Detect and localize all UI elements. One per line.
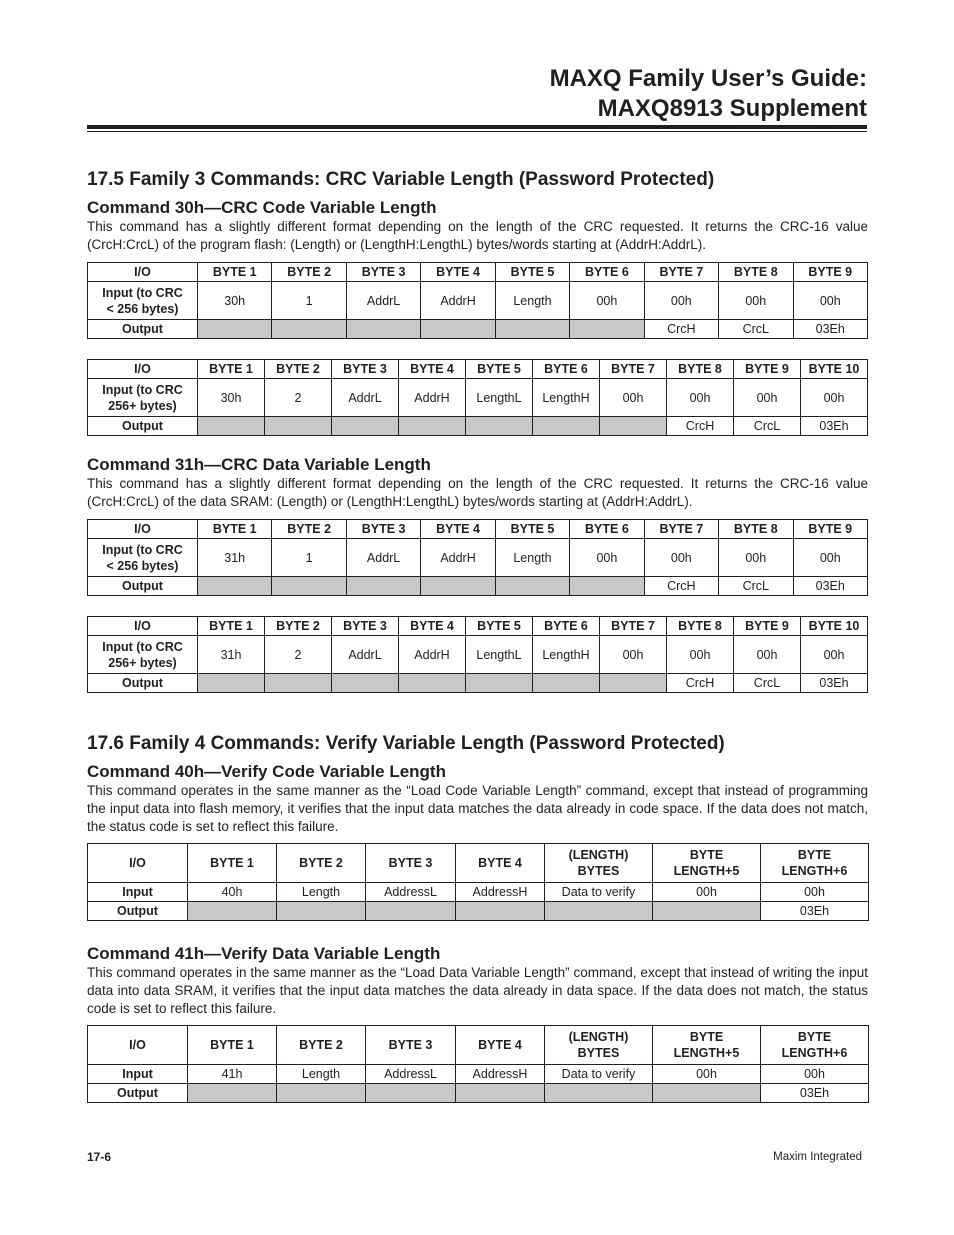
shaded-cell	[265, 674, 332, 693]
row-label-input: Input (to CRC < 256 bytes)	[88, 282, 198, 320]
shaded-cell	[399, 417, 466, 436]
header-cell: BYTE 6	[533, 617, 600, 636]
shaded-cell	[653, 1084, 761, 1103]
header-cell: BYTE 1	[188, 844, 277, 883]
header-cell: BYTE LENGTH+5	[653, 1026, 761, 1065]
header-cell: BYTE 3	[346, 263, 420, 282]
table-row-input	[88, 636, 868, 674]
table-row-input	[88, 1065, 869, 1084]
header-cell: BYTE 10	[801, 617, 868, 636]
table-cell: AddrH	[421, 282, 495, 320]
command-31h-description: This command has a slightly different format depending on the length of the CRC requested. It returns the CRC-16 value (CrcH:CrcL) of the data SRAM: (Length) or (LengthH:LengthL) bytes/words starting at (AddrH:AddrL).	[87, 476, 868, 509]
command-31h-table-short	[87, 519, 868, 596]
table-cell: 00h	[734, 379, 801, 417]
row-label-output: Output	[88, 902, 188, 921]
header-title-line1: MAXQ Family User’s Guide:	[549, 65, 867, 92]
table-row-output	[88, 902, 869, 921]
shaded-cell	[366, 1084, 456, 1103]
shaded-cell	[600, 674, 667, 693]
header-cell: I/O	[88, 1026, 188, 1065]
table-cell: 00h	[761, 1065, 869, 1084]
command-30h-table-long	[87, 359, 868, 436]
header-cell: BYTE 8	[667, 360, 734, 379]
table-cell: 03Eh	[801, 674, 868, 693]
table-row-input	[88, 539, 868, 577]
command-40h-description: This command operates in the same manner as the “Load Code Variable Length” command, except that instead of programming the input data into flash memory, it verifies that the input data matches the data already in code space. If the data does not match, the status code is set to reflect this failure.	[87, 783, 868, 834]
table-cell: AddrH	[399, 636, 466, 674]
table-cell: CrcH	[667, 417, 734, 436]
shaded-cell	[456, 902, 545, 921]
table-row-output	[88, 320, 868, 339]
table-cell: CrcL	[719, 320, 793, 339]
header-cell: BYTE 7	[644, 520, 718, 539]
command-31h-title: Command 31h—CRC Data Variable Length	[87, 455, 431, 474]
shaded-cell	[198, 320, 272, 339]
header-cell: BYTE 9	[734, 617, 801, 636]
row-label-input: Input (to CRC 256+ bytes)	[88, 379, 198, 417]
company-name: Maxim Integrated	[773, 1151, 862, 1163]
shaded-cell	[277, 902, 366, 921]
shaded-cell	[188, 902, 277, 921]
table-cell: 00h	[801, 636, 868, 674]
table-cell: 00h	[653, 883, 761, 902]
shaded-cell	[366, 902, 456, 921]
shaded-cell	[421, 577, 495, 596]
row-label-input: Input	[88, 1065, 188, 1084]
table-header-row	[88, 844, 869, 883]
shaded-cell	[545, 902, 653, 921]
header-cell: BYTE 4	[456, 1026, 545, 1065]
header-cell: BYTE 6	[570, 263, 644, 282]
shaded-cell	[332, 674, 399, 693]
table-cell: 31h	[198, 539, 272, 577]
table-cell: CrcH	[644, 577, 718, 596]
header-cell: BYTE 9	[793, 263, 868, 282]
table-cell: 00h	[719, 539, 793, 577]
header-cell: BYTE 6	[570, 520, 644, 539]
table-cell: LengthH	[533, 636, 600, 674]
header-cell: I/O	[88, 617, 198, 636]
table-cell: 03Eh	[793, 577, 868, 596]
header-cell: BYTE 7	[644, 263, 718, 282]
shaded-cell	[495, 577, 569, 596]
command-31h-table-long	[87, 616, 868, 693]
table-cell: Length	[495, 539, 569, 577]
table-cell: LengthH	[533, 379, 600, 417]
table-cell: AddressH	[456, 1065, 545, 1084]
table-cell: 30h	[198, 282, 272, 320]
header-cell: BYTE 4	[399, 617, 466, 636]
header-cell: BYTE 1	[188, 1026, 277, 1065]
table-cell: 00h	[719, 282, 793, 320]
table-cell: Length	[495, 282, 569, 320]
shaded-cell	[277, 1084, 366, 1103]
command-30h-table-short	[87, 262, 868, 339]
header-cell: BYTE 4	[421, 520, 495, 539]
shaded-cell	[545, 1084, 653, 1103]
table-cell: 00h	[667, 379, 734, 417]
table-row-input	[88, 379, 868, 417]
page-content	[87, 168, 868, 1103]
header-cell: (LENGTH) BYTES	[545, 1026, 653, 1065]
header-cell: BYTE 7	[600, 617, 667, 636]
shaded-cell	[421, 320, 495, 339]
table-cell: 40h	[188, 883, 277, 902]
row-label-output: Output	[88, 320, 198, 339]
header-cell: BYTE 1	[198, 520, 272, 539]
shaded-cell	[272, 320, 346, 339]
command-41h-table	[87, 1025, 869, 1103]
header-cell: BYTE 4	[421, 263, 495, 282]
table-cell: 00h	[801, 379, 868, 417]
table-cell: AddrL	[346, 282, 420, 320]
command-40h-table	[87, 843, 869, 921]
table-cell: AddrL	[332, 636, 399, 674]
table-cell: AddressL	[366, 1065, 456, 1084]
shaded-cell	[570, 320, 644, 339]
header-cell: BYTE 10	[801, 360, 868, 379]
command-41h-title: Command 41h—Verify Data Variable Length	[87, 944, 441, 963]
shaded-cell	[272, 577, 346, 596]
header-cell: BYTE LENGTH+6	[761, 844, 869, 883]
table-header-row	[88, 617, 868, 636]
table-cell: 00h	[644, 539, 718, 577]
table-cell: LengthL	[466, 379, 533, 417]
header-cell: BYTE 2	[272, 263, 346, 282]
shaded-cell	[346, 577, 420, 596]
section-17-6-title: 17.6 Family 4 Commands: Verify Variable Length (Password Protected)	[87, 733, 725, 754]
header-cell: BYTE 5	[466, 617, 533, 636]
header-cell: BYTE LENGTH+5	[653, 844, 761, 883]
row-label-output: Output	[88, 674, 198, 693]
table-cell: 00h	[734, 636, 801, 674]
table-cell: 30h	[198, 379, 265, 417]
table-cell: 03Eh	[761, 902, 869, 921]
header-cell: BYTE 5	[495, 263, 569, 282]
table-cell: AddressH	[456, 883, 545, 902]
header-cell: BYTE 3	[366, 844, 456, 883]
shaded-cell	[495, 320, 569, 339]
header-rule-thin	[87, 131, 867, 132]
table-row-output	[88, 1084, 869, 1103]
page-number: 17-6	[87, 1150, 112, 1164]
table-cell: 1	[272, 539, 346, 577]
table-header-row	[88, 360, 868, 379]
table-cell: 00h	[667, 636, 734, 674]
table-cell: 00h	[644, 282, 718, 320]
table-cell: 00h	[761, 883, 869, 902]
shaded-cell	[600, 417, 667, 436]
table-cell: 41h	[188, 1065, 277, 1084]
shaded-cell	[533, 674, 600, 693]
shaded-cell	[653, 902, 761, 921]
table-cell: 00h	[653, 1065, 761, 1084]
table-cell: Length	[277, 1065, 366, 1084]
shaded-cell	[198, 577, 272, 596]
header-cell: I/O	[88, 844, 188, 883]
row-label-output: Output	[88, 417, 198, 436]
header-cell: BYTE 3	[346, 520, 420, 539]
shaded-cell	[198, 674, 265, 693]
table-header-row	[88, 263, 868, 282]
table-cell: 31h	[198, 636, 265, 674]
table-cell: AddressL	[366, 883, 456, 902]
table-row-output	[88, 417, 868, 436]
header-cell: BYTE 2	[272, 520, 346, 539]
table-row-output	[88, 674, 868, 693]
header-cell: I/O	[88, 360, 198, 379]
shaded-cell	[533, 417, 600, 436]
table-cell: 03Eh	[793, 320, 868, 339]
header-cell: I/O	[88, 520, 198, 539]
table-cell: 00h	[570, 539, 644, 577]
row-label-input: Input (to CRC < 256 bytes)	[88, 539, 198, 577]
table-cell: 00h	[600, 636, 667, 674]
table-cell: 1	[272, 282, 346, 320]
header-cell: BYTE 3	[366, 1026, 456, 1065]
header-cell: BYTE 4	[399, 360, 466, 379]
header-cell: (LENGTH) BYTES	[545, 844, 653, 883]
shaded-cell	[466, 674, 533, 693]
table-cell: 2	[265, 379, 332, 417]
command-41h-description: This command operates in the same manner as the “Load Data Variable Length” command, except that instead of writing the input data into data SRAM, it verifies that the input data matches the data already in data space. If the data does not match, the status code is set to reflect this failure.	[87, 965, 868, 1016]
header-cell: BYTE 2	[277, 1026, 366, 1065]
table-cell: CrcH	[667, 674, 734, 693]
table-cell: AddrL	[346, 539, 420, 577]
shaded-cell	[456, 1084, 545, 1103]
table-cell: CrcH	[644, 320, 718, 339]
table-cell: AddrL	[332, 379, 399, 417]
shaded-cell	[399, 674, 466, 693]
table-cell: 00h	[570, 282, 644, 320]
header-cell: BYTE 1	[198, 360, 265, 379]
table-cell: CrcL	[734, 674, 801, 693]
table-cell: 00h	[793, 282, 868, 320]
table-cell: 03Eh	[801, 417, 868, 436]
header-cell: BYTE 5	[495, 520, 569, 539]
shaded-cell	[346, 320, 420, 339]
header-cell: BYTE 2	[265, 360, 332, 379]
row-label-output: Output	[88, 577, 198, 596]
command-40h-title: Command 40h—Verify Code Variable Length	[87, 762, 446, 781]
shaded-cell	[265, 417, 332, 436]
shaded-cell	[570, 577, 644, 596]
table-cell: 00h	[793, 539, 868, 577]
row-label-input: Input	[88, 883, 188, 902]
row-label-output: Output	[88, 1084, 188, 1103]
header-cell: BYTE 8	[719, 520, 793, 539]
table-header-row	[88, 520, 868, 539]
header-cell: BYTE 3	[332, 617, 399, 636]
table-cell: AddrH	[421, 539, 495, 577]
table-row-output	[88, 577, 868, 596]
table-cell: AddrH	[399, 379, 466, 417]
header-cell: BYTE 9	[734, 360, 801, 379]
header-cell: BYTE LENGTH+6	[761, 1026, 869, 1065]
header-title-line2: MAXQ8913 Supplement	[597, 95, 867, 122]
document-header	[550, 64, 867, 124]
shaded-cell	[332, 417, 399, 436]
table-cell: CrcL	[719, 577, 793, 596]
header-cell: BYTE 1	[198, 263, 272, 282]
section-17-5-title: 17.5 Family 3 Commands: CRC Variable Length (Password Protected)	[87, 169, 715, 190]
shaded-cell	[188, 1084, 277, 1103]
table-cell: Data to verify	[545, 883, 653, 902]
command-30h-title: Command 30h—CRC Code Variable Length	[87, 198, 437, 217]
header-cell: BYTE 2	[277, 844, 366, 883]
header-cell: BYTE 8	[719, 263, 793, 282]
table-cell: 2	[265, 636, 332, 674]
table-cell: 00h	[600, 379, 667, 417]
header-cell: BYTE 7	[600, 360, 667, 379]
table-cell: 03Eh	[761, 1084, 869, 1103]
command-30h-description: This command has a slightly different format depending on the length of the CRC requested. It returns the CRC-16 value (CrcH:CrcL) of the program flash: (Length) or (LengthH:LengthL) bytes/words starting at (AddrH:AddrL).	[87, 219, 868, 252]
header-cell: I/O	[88, 263, 198, 282]
table-cell: LengthL	[466, 636, 533, 674]
header-rule-thick	[87, 125, 867, 129]
shaded-cell	[198, 417, 265, 436]
header-cell: BYTE 6	[533, 360, 600, 379]
table-cell: CrcL	[734, 417, 801, 436]
header-cell: BYTE 5	[466, 360, 533, 379]
header-cell: BYTE 1	[198, 617, 265, 636]
header-cell: BYTE 3	[332, 360, 399, 379]
header-cell: BYTE 2	[265, 617, 332, 636]
header-cell: BYTE 8	[667, 617, 734, 636]
table-row-input	[88, 282, 868, 320]
table-row-input	[88, 883, 869, 902]
table-header-row	[88, 1026, 869, 1065]
shaded-cell	[466, 417, 533, 436]
row-label-input: Input (to CRC 256+ bytes)	[88, 636, 198, 674]
header-cell: BYTE 4	[456, 844, 545, 883]
header-cell: BYTE 9	[793, 520, 868, 539]
table-cell: Length	[277, 883, 366, 902]
table-cell: Data to verify	[545, 1065, 653, 1084]
